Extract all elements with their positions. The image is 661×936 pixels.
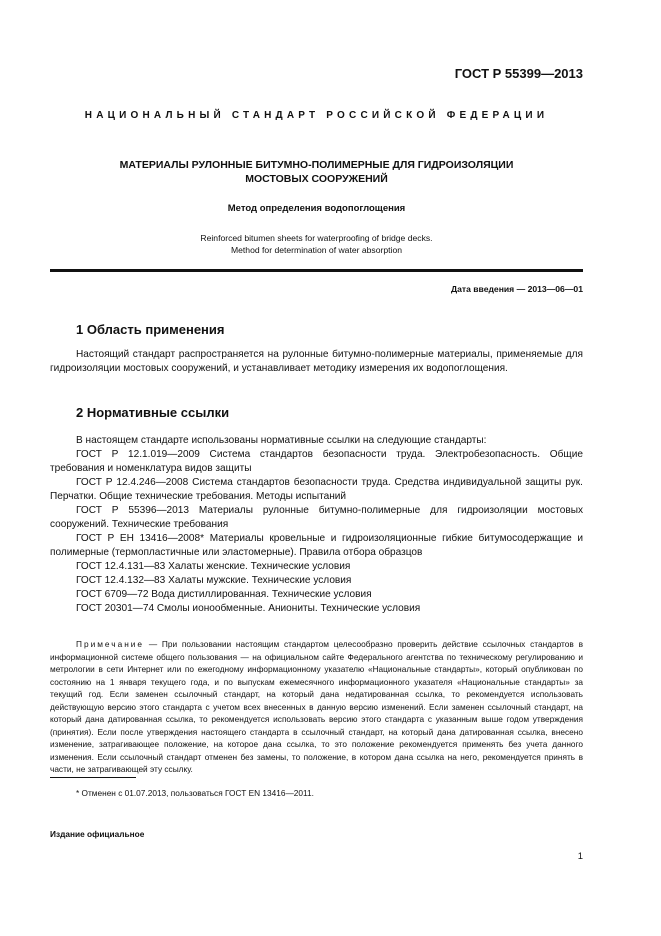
section-1-heading: 1 Область применения xyxy=(76,322,225,337)
note-block xyxy=(50,638,583,776)
title-line-1: МАТЕРИАЛЫ РУЛОННЫЕ БИТУМНО-ПОЛИМЕРНЫЕ ДЛЯ ГИДРОИЗОЛЯЦИИ xyxy=(119,159,514,171)
title-divider xyxy=(50,269,583,272)
footnote-divider xyxy=(50,777,136,778)
note-text: — При пользовании настоящим стандартом целесообразно проверить действие ссылочных стандартов в информационной системе общего пользования — на официальном сайте Федерального агентства по техническому регулированию и метрологии в сети Интернет или по ежегодному информационному указателю «Национальные стандарты», который опубликован по состоянию на 1 января текущего года, и по выпускам ежемесячного информационного указателя «Национальные стандарты» за текущий год. Если заменен ссылочный стандарт, на который дана недатированная ссылка, то рекомендуется использовать действующую версию этого стандарта с учетом всех внесенных в данную версию изменений. Если заменен ссылочный стандарт, на который дана датированная ссылка, то рекомендуется использовать версию этого стандарта с указанным выше годом утверждения (принятия). Если после утверждения настоящего стандарта в ссылочный стандарт, на который дана датированная ссылка, внесено изменение, затрагивающее положение, на которое дана ссылка, то это положение рекомендуется применять без учета данного изменения. Если ссылочный стандарт отменен без замены, то положение, в котором дана ссылка на него, рекомендуется принять в части, не затрагивающей эту ссылку. xyxy=(50,639,583,774)
standard-number: ГОСТ Р 55399—2013 xyxy=(454,66,583,81)
national-standard-banner: НАЦИОНАЛЬНЫЙ СТАНДАРТ РОССИЙСКОЙ ФЕДЕРАЦИИ xyxy=(84,110,549,121)
section-2-heading: 2 Нормативные ссылки xyxy=(76,405,230,420)
english-title xyxy=(50,232,583,256)
english-title-line-1: Reinforced bitumen sheets for waterproofing of bridge decks. xyxy=(200,233,433,243)
note-label: Примечание xyxy=(76,639,145,649)
document-title xyxy=(50,158,583,186)
reference-item: ГОСТ Р ЕН 13416—2008* Материалы кровельные и гидроизоляционные гибкие битумосодержащие и полимерные (термопластичные или эластомерные). Правила отбора образцов xyxy=(50,533,583,558)
title-line-2: МОСТОВЫХ СООРУЖЕНИЙ xyxy=(245,173,388,185)
introduction-date: Дата введения — 2013—06—01 xyxy=(450,284,583,294)
section-1-body xyxy=(50,348,583,376)
reference-item: ГОСТ 20301—74 Смолы ионообменные. Аниониты. Технические условия xyxy=(76,603,421,614)
official-edition-label: Издание официальное xyxy=(50,829,145,839)
reference-item: ГОСТ 6709—72 Вода дистиллированная. Технические условия xyxy=(76,589,372,600)
reference-item: ГОСТ Р 12.4.246—2008 Система стандартов безопасности труда. Средства индивидуальной защиты рук. Перчатки. Общие технические требования. Методы испытаний xyxy=(50,477,583,502)
reference-item: ГОСТ Р 55396—2013 Материалы рулонные битумно-полимерные для гидроизоляции мостовых сооружений. Технические требования xyxy=(50,505,583,530)
page-number: 1 xyxy=(577,851,583,862)
reference-item: ГОСТ 12.4.131—83 Халаты женские. Технические условия xyxy=(76,561,351,572)
references-intro: В настоящем стандарте использованы нормативные ссылки на следующие стандарты: xyxy=(76,435,487,446)
section-1-text: Настоящий стандарт распространяется на рулонные битумно-полимерные материалы, применяемые для гидроизоляции мостовых сооружений, и устанавливает методику измерения их водопоглощения. xyxy=(50,349,583,374)
english-title-line-2: Method for determination of water absorption xyxy=(230,245,402,255)
reference-item: ГОСТ Р 12.1.019—2009 Система стандартов безопасности труда. Электробезопасность. Общие требования и номенклатура видов защиты xyxy=(50,449,583,474)
method-subtitle: Метод определения водопоглощения xyxy=(227,203,406,214)
references-list xyxy=(50,434,583,616)
reference-item: ГОСТ 12.4.132—83 Халаты мужские. Технические условия xyxy=(76,575,352,586)
footnote: * Отменен с 01.07.2013, пользоваться ГОСТ EN 13416—2011. xyxy=(76,788,314,798)
